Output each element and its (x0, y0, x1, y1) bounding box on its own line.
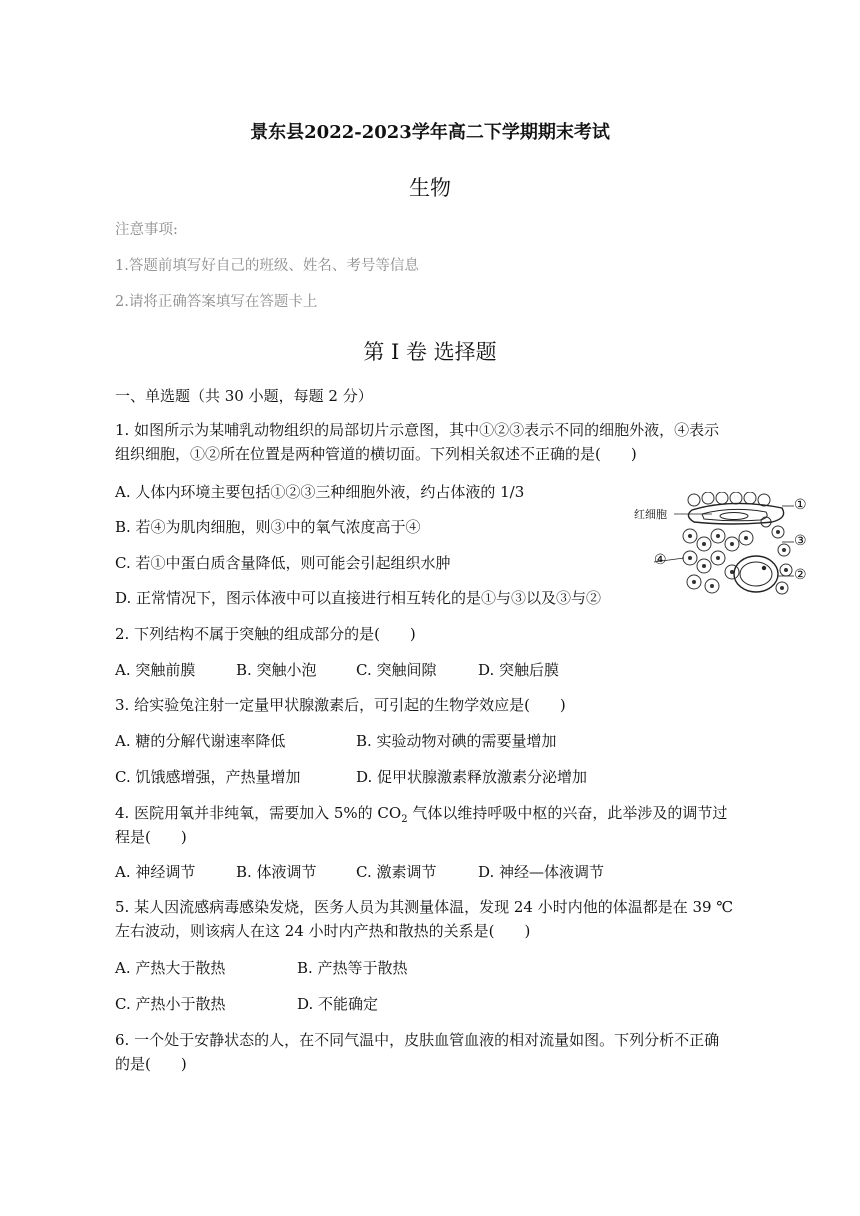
co2-subscript: 2 (401, 814, 408, 825)
question-3-option-b: B. 实验动物对碘的需要量增加 (356, 732, 557, 750)
exam-title: 景东县2022-2023学年高二下学期期末考试 (250, 122, 610, 143)
question-4-option-a: A. 神经调节 (115, 863, 196, 881)
question-1-stem-line2: 组织细胞，①②所在位置是两种管道的横切面。下列相关叙述不正确的是( ) (115, 445, 637, 463)
notice-item-1: 1.答题前填写好自己的班级、姓名、考号等信息 (115, 258, 419, 274)
tissue-section-diagram (632, 492, 812, 600)
question-5-option-b: B. 产热等于散热 (297, 959, 408, 977)
figure-label-1: ① (794, 497, 807, 513)
notice-item-2: 2.请将正确答案填写在答题卡上 (115, 294, 318, 310)
question-1-option-a: A. 人体内环境主要包括①②③三种细胞外液，约占体液的 1/3 (115, 483, 525, 501)
question-3-stem: 3. 给实验兔注射一定量甲状腺激素后，可引起的生物学效应是( ) (115, 696, 566, 714)
question-3-option-c: C. 饥饿感增强，产热量增加 (115, 768, 301, 786)
question-6-stem-line2: 的是( ) (115, 1055, 187, 1073)
question-5-option-a: A. 产热大于散热 (115, 959, 226, 977)
question-4-stem-line1 (115, 803, 727, 830)
notice-heading: 注意事项: (115, 222, 178, 238)
question-6-stem-line1: 6. 一个处于安静状态的人，在不同气温中，皮肤血管血液的相对流量如图。下列分析不正确 (115, 1031, 720, 1049)
question-5-option-c: C. 产热小于散热 (115, 995, 226, 1013)
question-2-option-c: C. 突触间隙 (356, 661, 437, 679)
question-2-option-b: B. 突触小泡 (236, 661, 317, 679)
question-3-option-a: A. 糖的分解代谢速率降低 (115, 732, 286, 750)
question-2-option-d: D. 突触后膜 (478, 661, 560, 679)
question-1-stem-line1: 1. 如图所示为某哺乳动物组织的局部切片示意图，其中①②③表示不同的细胞外液，④表示 (115, 421, 720, 439)
section-title: 第 I 卷 选择题 (363, 340, 497, 364)
question-4-option-c: C. 激素调节 (356, 863, 437, 881)
part-heading: 一、单选题（共 30 小题，每题 2 分） (115, 387, 373, 405)
question-4-option-b: B. 体液调节 (236, 863, 317, 881)
figure-label-4: ④ (654, 552, 667, 568)
question-4-option-d: D. 神经—体液调节 (478, 863, 605, 881)
question-1-option-c: C. 若①中蛋白质含量降低，则可能会引起组织水肿 (115, 554, 451, 572)
question-2-option-a: A. 突触前膜 (115, 661, 196, 679)
figure-label-2: ② (794, 567, 807, 583)
subject-title: 生物 (409, 176, 451, 200)
question-4-stem-part2: 气体以维持呼吸中枢的兴奋，此举涉及的调节过 (407, 804, 728, 822)
question-5-option-d: D. 不能确定 (297, 995, 379, 1013)
question-2-stem: 2. 下列结构不属于突触的组成部分的是( ) (115, 625, 416, 643)
question-5-stem-line2: 左右波动，则该病人在这 24 小时内产热和散热的关系是( ) (115, 922, 531, 940)
question-5-stem-line1: 5. 某人因流感病毒感染发烧，医务人员为其测量体温，发现 24 小时内他的体温都是在 39 ℃ (115, 898, 734, 916)
question-1-option-b: B. 若④为肌肉细胞，则③中的氧气浓度高于④ (115, 518, 421, 536)
question-4-stem-line2: 程是( ) (115, 828, 187, 846)
figure-label-3: ③ (794, 533, 807, 549)
question-1-option-d: D. 正常情况下，图示体液中可以直接进行相互转化的是①与③以及③与② (115, 589, 602, 607)
question-3-option-d: D. 促甲状腺激素释放激素分泌增加 (356, 768, 588, 786)
red-blood-cell-label: 红细胞 (634, 508, 667, 521)
question-4-stem-part1: 4. 医院用氧并非纯氧，需要加入 5%的 CO (115, 804, 402, 822)
